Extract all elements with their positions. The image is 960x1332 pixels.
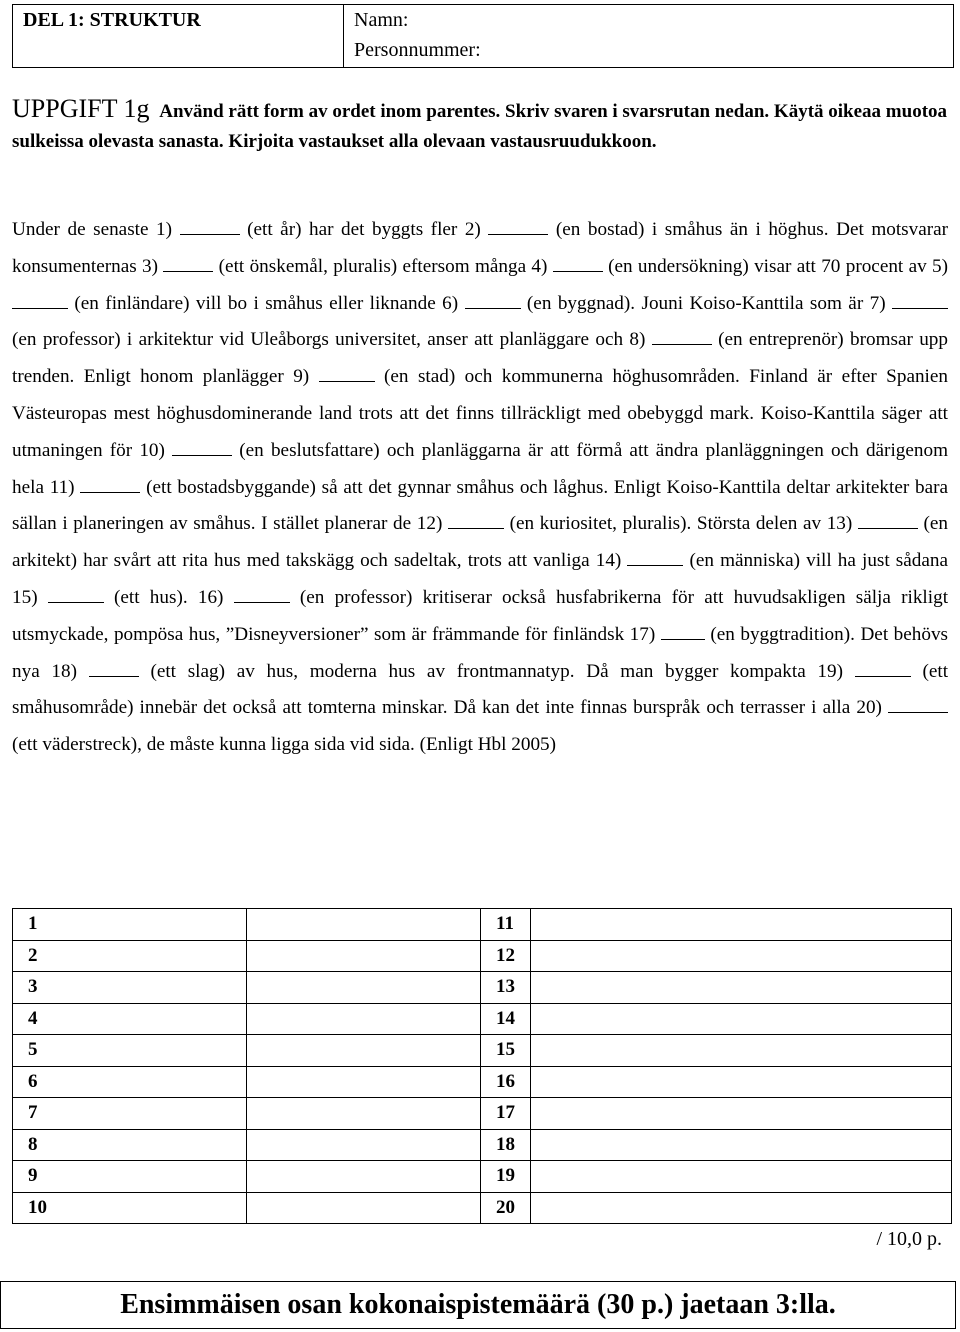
blank-8 [652, 326, 712, 345]
blank-10 [172, 437, 232, 456]
blank-5 [12, 290, 68, 309]
blank-20 [888, 694, 948, 713]
blank-13 [858, 510, 918, 529]
answer-row [13, 972, 952, 1004]
answer-row [13, 909, 952, 941]
answer-cell[interactable] [531, 1192, 952, 1224]
answer-table [12, 908, 952, 1224]
instruction-fi: Käytä oikeaa muotoa sulkeissa olevasta sanasta. Kirjoita vastaukset alla olevaan vastausruudukkoon. [12, 101, 948, 152]
answer-number: 16 [481, 1066, 531, 1098]
answer-number: 3 [13, 972, 247, 1004]
blank-2 [488, 216, 548, 235]
answer-number: 10 [13, 1192, 247, 1224]
answer-number: 7 [13, 1098, 247, 1130]
answer-number: 15 [481, 1035, 531, 1067]
answer-cell[interactable] [247, 1066, 481, 1098]
answer-row [13, 1098, 952, 1130]
answer-cell[interactable] [531, 1035, 952, 1067]
blank-4 [553, 253, 603, 272]
answer-row [13, 1066, 952, 1098]
answer-cell[interactable] [247, 909, 481, 941]
answer-number: 20 [481, 1192, 531, 1224]
instruction-sv: Använd rätt form av ordet inom parentes. Skriv svaren i svarsrutan nedan. [159, 101, 770, 122]
answer-row [13, 940, 952, 972]
blank-9 [319, 363, 375, 382]
answer-cell[interactable] [247, 1098, 481, 1130]
answer-number: 12 [481, 940, 531, 972]
blank-14 [627, 547, 683, 566]
answer-row [13, 1003, 952, 1035]
answer-cell[interactable] [247, 1161, 481, 1193]
student-info-cell [344, 5, 954, 68]
answer-row [13, 1129, 952, 1161]
blank-17 [661, 621, 705, 640]
answer-cell[interactable] [247, 1035, 481, 1067]
answer-cell[interactable] [247, 972, 481, 1004]
name-label: Namn: [354, 9, 409, 31]
answer-number: 8 [13, 1129, 247, 1161]
task-code: UPPGIFT 1g [12, 94, 150, 123]
answer-cell[interactable] [531, 1098, 952, 1130]
answer-cell[interactable] [531, 940, 952, 972]
answer-cell[interactable] [247, 1129, 481, 1161]
answer-cell[interactable] [247, 1003, 481, 1035]
answer-number: 9 [13, 1161, 247, 1193]
answer-cell[interactable] [531, 972, 952, 1004]
answer-row [13, 1192, 952, 1224]
blank-12 [448, 510, 504, 529]
blank-15 [48, 584, 104, 603]
answer-cell[interactable] [247, 1192, 481, 1224]
cloze-passage: Under de senaste 1) (ett år) har det byggts fler 2) (en bostad) i småhus än i höghus. Det motsvarar konsumenternas 3) (ett önskemål, pluralis) eftersom många 4) (en undersökning) visar att 70 procent av 5) (en finländare) vill bo i småhus eller liknande 6) (en byggnad). Jouni Koiso-Kanttila som är 7) (en professor) i arkitektur vid Uleåborgs universitet, anser att planläggare och 8) (en entreprenör) bromsar upp trenden. Enligt honom planlägger 9) (en stad) och kommunerna höghusområden. Finland är efter Spanien Västeuropas mest höghusdominerande land trots att det finns tillräckligt med obebyggd mark. Koiso-Kanttila säger att utmaningen för 10) (en beslutsfattare) och planläggarna är att förmå att ändra planläggningen och därigenom hela 11) (ett bostadsbyggande) så att det gynnar småhus och låghus. Enligt Koiso-Kanttila deltar arkitekter bara sällan i planeringen av småhus. I stället planerar de 12) (en kuriositet, pluralis). Största delen av 13) (en arkitekt) har svårt att rita hus med takskägg och sadeltak, trots att vanliga 14) (en människa) vill ha just sådana 15) (ett hus). 16) (en professor) kritiserar också husfabrikerna för att huvudsakligen sälja rikligt utsmyckade, pompösa hus, ”Disneyversioner” som är främmande för finländsk 17) (en byggtradition). Det behövs nya 18) (ett slag) av hus, moderna hus av frontmannatyp. Då man bygger kompakta 19) (ett småhusområde) innebär det också att tomterna minskar. Då kan det inte finnas burspråk och terrasser i alla 20) (ett väderstreck), de måste kunna ligga sida vid sida. (Enligt Hbl 2005) [12, 212, 948, 764]
blank-16 [234, 584, 290, 603]
blank-3 [163, 253, 213, 272]
answer-number: 14 [481, 1003, 531, 1035]
points-label: / 10,0 p. [876, 1228, 942, 1250]
section-title: DEL 1: STRUKTUR [13, 5, 344, 68]
id-label: Personnummer: [354, 39, 481, 61]
answer-number: 11 [481, 909, 531, 941]
answer-row [13, 1161, 952, 1193]
blank-19 [855, 658, 911, 677]
blank-6 [465, 290, 521, 309]
answer-cell[interactable] [531, 1003, 952, 1035]
answer-number: 2 [13, 940, 247, 972]
footer-note: Ensimmäisen osan kokonaispistemäärä (30 p.) jaetaan 3:lla. [0, 1281, 956, 1329]
answer-number: 17 [481, 1098, 531, 1130]
answer-number: 1 [13, 909, 247, 941]
answer-row [13, 1035, 952, 1067]
answer-number: 19 [481, 1161, 531, 1193]
answer-cell[interactable] [531, 1129, 952, 1161]
header-table [12, 4, 954, 68]
answer-cell[interactable] [531, 1161, 952, 1193]
blank-7 [892, 290, 948, 309]
answer-cell[interactable] [531, 909, 952, 941]
answer-number: 18 [481, 1129, 531, 1161]
answer-number: 13 [481, 972, 531, 1004]
answer-cell[interactable] [531, 1066, 952, 1098]
answer-number: 5 [13, 1035, 247, 1067]
answer-number: 6 [13, 1066, 247, 1098]
blank-11 [80, 474, 140, 493]
blank-1 [180, 216, 240, 235]
answer-cell[interactable] [247, 940, 481, 972]
task-heading [12, 94, 952, 157]
blank-18 [89, 658, 139, 677]
answer-number: 4 [13, 1003, 247, 1035]
